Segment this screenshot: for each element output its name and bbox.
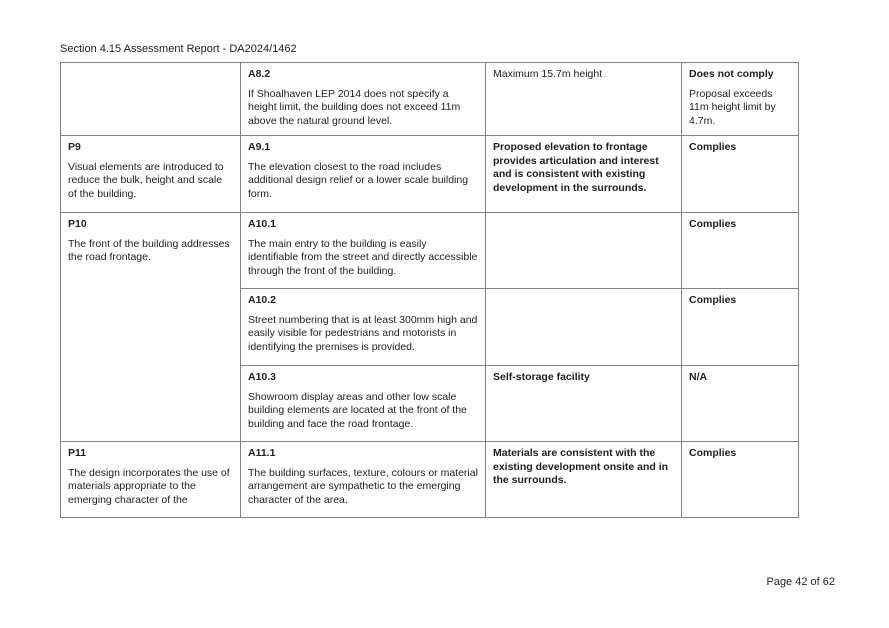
clause-text: Showroom display areas and other low scale building elements are located at the front of the building and face the road frontage.	[248, 390, 467, 430]
clause-label: A10.3	[248, 371, 277, 383]
clause-text: Street numbering that is at least 300mm high and easily visible for pedestrians and motorists in identifying the premises is provided.	[248, 313, 478, 353]
clause-text: The front of the building addresses the road frontage.	[68, 237, 230, 263]
report-title: Section 4.15 Assessment Report - DA2024/1462	[60, 43, 297, 55]
clause-label: A10.2	[248, 294, 277, 306]
clause-label: P11	[68, 447, 87, 459]
clause-text: The design incorporates the use of materials appropriate to the emerging character of the	[68, 466, 230, 506]
clause-text: The elevation closest to the road includes additional design relief or a lower scale building form.	[248, 160, 469, 200]
cell-compliance	[682, 213, 799, 289]
cell-compliance	[682, 289, 799, 366]
cell-acceptable-solution	[241, 366, 486, 442]
compliance-text: Proposal exceeds 11m height limit by 4.7m.	[689, 87, 776, 127]
table-row	[61, 136, 799, 213]
clause-label: A10.1	[248, 218, 277, 230]
cell-acceptable-solution	[241, 213, 486, 289]
cell-assessment	[486, 366, 682, 442]
cell-compliance	[682, 136, 799, 213]
table-row	[61, 213, 799, 289]
cell-assessment	[486, 136, 682, 213]
compliance-status: Complies	[689, 294, 737, 306]
cell-assessment	[486, 442, 682, 518]
cell-compliance	[682, 442, 799, 518]
compliance-status: Complies	[689, 218, 737, 230]
table-row	[61, 442, 799, 518]
table-row	[61, 63, 799, 136]
assessment-text: Maximum 15.7m height	[493, 68, 603, 80]
assessment-text: Self-storage facility	[493, 371, 590, 383]
clause-text: The main entry to the building is easily identifiable from the street and directly accessible through the front of the building.	[248, 237, 478, 277]
cell-acceptable-solution	[241, 136, 486, 213]
clause-label: P9	[68, 141, 81, 153]
cell-compliance	[682, 366, 799, 442]
clause-label: A11.1	[248, 447, 276, 459]
clause-text: The building surfaces, texture, colours or material arrangement are sympathetic to the emerging character of the area.	[248, 466, 478, 506]
cell-acceptable-solution	[241, 289, 486, 366]
clause-text: If Shoalhaven LEP 2014 does not specify a height limit, the building does not exceed 11m above the natural ground level.	[248, 87, 461, 127]
cell-compliance	[682, 63, 799, 136]
clause-text: Visual elements are introduced to reduce the bulk, height and scale of the building.	[68, 160, 224, 200]
clause-label: P10	[68, 218, 87, 230]
cell-assessment	[486, 63, 682, 136]
compliance-status: Complies	[689, 141, 737, 153]
cell-acceptable-solution	[241, 63, 486, 136]
clause-label: A8.2	[248, 68, 271, 80]
assessment-table	[60, 62, 799, 518]
cell-assessment	[486, 213, 682, 289]
page-number: Page 42 of 62	[766, 576, 835, 588]
cell-performance	[61, 213, 241, 442]
compliance-status: Complies	[689, 447, 737, 459]
cell-performance	[61, 442, 241, 518]
clause-label: A9.1	[248, 141, 271, 153]
compliance-status: Does not comply	[689, 68, 774, 80]
assessment-text: Materials are consistent with the existing development onsite and in the surrounds.	[493, 447, 669, 486]
cell-acceptable-solution	[241, 442, 486, 518]
assessment-text: Proposed elevation to frontage provides articulation and interest and is consistent with existing development in the surrounds.	[493, 141, 659, 194]
cell-assessment	[486, 289, 682, 366]
cell-performance	[61, 136, 241, 213]
compliance-status: N/A	[689, 371, 708, 383]
cell-performance	[61, 63, 241, 136]
